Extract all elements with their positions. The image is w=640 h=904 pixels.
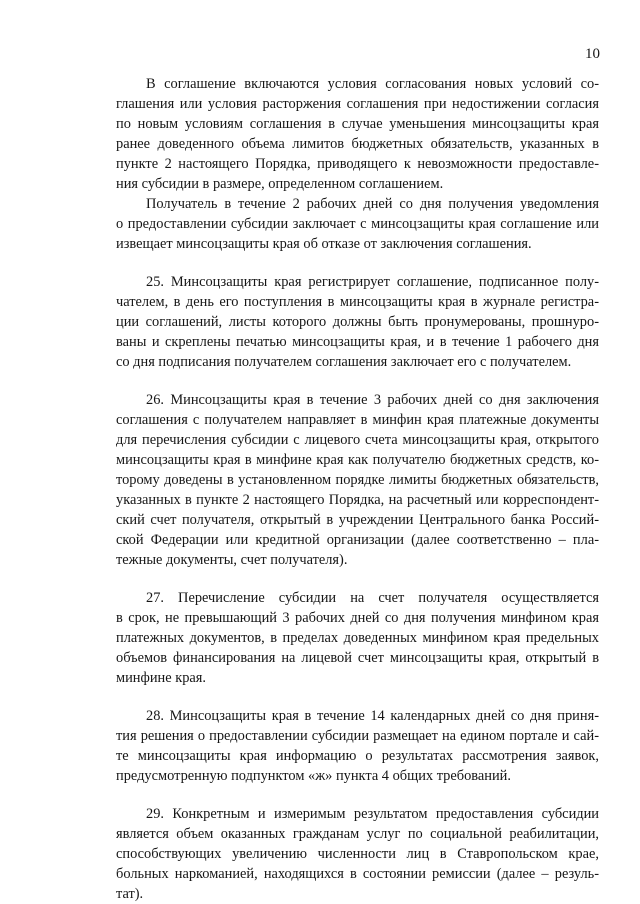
page-number: 10 — [585, 46, 600, 62]
paragraph — [116, 272, 599, 372]
text-line: 25. Минсоцзащиты края регистрирует соглашение, подписанное полу- — [146, 274, 599, 290]
text-line: ваны и скреплены печатью минсоцзащиты края, и в течение 1 рабочего дня — [116, 334, 599, 350]
text-line: ции соглашений, листы которого должны быть пронумерованы, прошнуро- — [116, 314, 599, 330]
text-line: торому доведены в установленном порядке лимиты бюджетных обязательств, — [116, 472, 599, 488]
text-line: чателем, в день его поступления в минсоцзащиты края в журнале регистра- — [116, 294, 599, 310]
text-line: в срок, не превышающий 3 рабочих дней со дня получения минфином края — [116, 610, 599, 626]
document-body — [116, 74, 599, 904]
text-line: минфине края. — [116, 670, 207, 686]
paragraph-gap — [116, 372, 599, 390]
text-line: тежные документы, счет получателя). — [116, 552, 348, 568]
text-line: о предоставлении субсидии заключает с минсоцзащиты края соглашение или — [116, 216, 599, 232]
paragraph-gap — [116, 570, 599, 588]
text-line: указанных в пункте 2 настоящего Порядка, на расчетный или корреспондент- — [116, 492, 599, 508]
text-line: извещает минсоцзащиты края об отказе от заключения соглашения. — [116, 236, 532, 252]
text-line: соглашения с получателем направляет в минфин края платежные документы — [116, 412, 599, 428]
text-line: 26. Минсоцзащиты края в течение 3 рабочих дней со дня заключения — [146, 392, 599, 408]
text-line: ской Федерации или кредитной организации (далее соответственно – пла- — [116, 532, 599, 548]
paragraph — [116, 194, 599, 254]
text-line: со дня подписания получателем соглашения заключает его с получателем. — [116, 354, 572, 370]
paragraph-gap — [116, 786, 599, 804]
text-line: тат). — [116, 886, 144, 902]
text-line: больных наркоманией, находящихся в состоянии ремиссии (далее – резуль- — [116, 866, 599, 882]
paragraph — [116, 706, 599, 786]
text-line: 28. Минсоцзащиты края в течение 14 календарных дней со дня приня- — [146, 708, 599, 724]
text-line: 27. Перечисление субсидии на счет получателя осуществляется — [146, 590, 599, 606]
text-line: минсоцзащиты края в минфине края как получателю бюджетных средств, ко- — [116, 452, 599, 468]
text-line: ранее доведенного объема лимитов бюджетных обязательств, указанных в — [116, 136, 599, 152]
paragraph — [116, 390, 599, 570]
text-line: способствующих увеличению численности лиц в Ставропольском крае, — [116, 846, 599, 862]
text-line: Получатель в течение 2 рабочих дней со дня получения уведомления — [146, 196, 599, 212]
text-line: ский счет получателя, открытый в учреждении Центрального банка Россий- — [116, 512, 599, 528]
text-line: для перечисления субсидии с лицевого счета минсоцзащиты края, открытого — [116, 432, 599, 448]
text-line: глашения или условия расторжения соглашения при недостижении согласия — [116, 96, 599, 112]
text-line: В соглашение включаются условия согласования новых условий со- — [146, 76, 599, 92]
text-line: пункте 2 настоящего Порядка, приводящего к невозможности предоставле- — [116, 156, 599, 172]
paragraph — [116, 804, 599, 904]
text-line: по новым условиям соглашения в случае уменьшения минсоцзащиты края — [116, 116, 599, 132]
text-line: ния субсидии в размере, определенном соглашением. — [116, 176, 444, 192]
text-line: предусмотренную подпунктом «ж» пункта 4 общих требований. — [116, 768, 511, 784]
paragraph-gap — [116, 254, 599, 272]
paragraph-gap — [116, 688, 599, 706]
text-line: является объем оказанных гражданам услуг по социальной реабилитации, — [116, 826, 599, 842]
text-line: платежных документов, в пределах доведенных минфином края предельных — [116, 630, 599, 646]
paragraph — [116, 74, 599, 194]
paragraph — [116, 588, 599, 688]
text-line: тия решения о предоставлении субсидии размещает на едином портале и сай- — [116, 728, 599, 744]
text-line: 29. Конкретным и измеримым результатом предоставления субсидии — [146, 806, 599, 822]
text-line: те минсоцзащиты края информацию о результатах рассмотрения заявок, — [116, 748, 599, 764]
text-line: объемов финансирования на лицевой счет минсоцзащиты края, открытый в — [116, 650, 599, 666]
